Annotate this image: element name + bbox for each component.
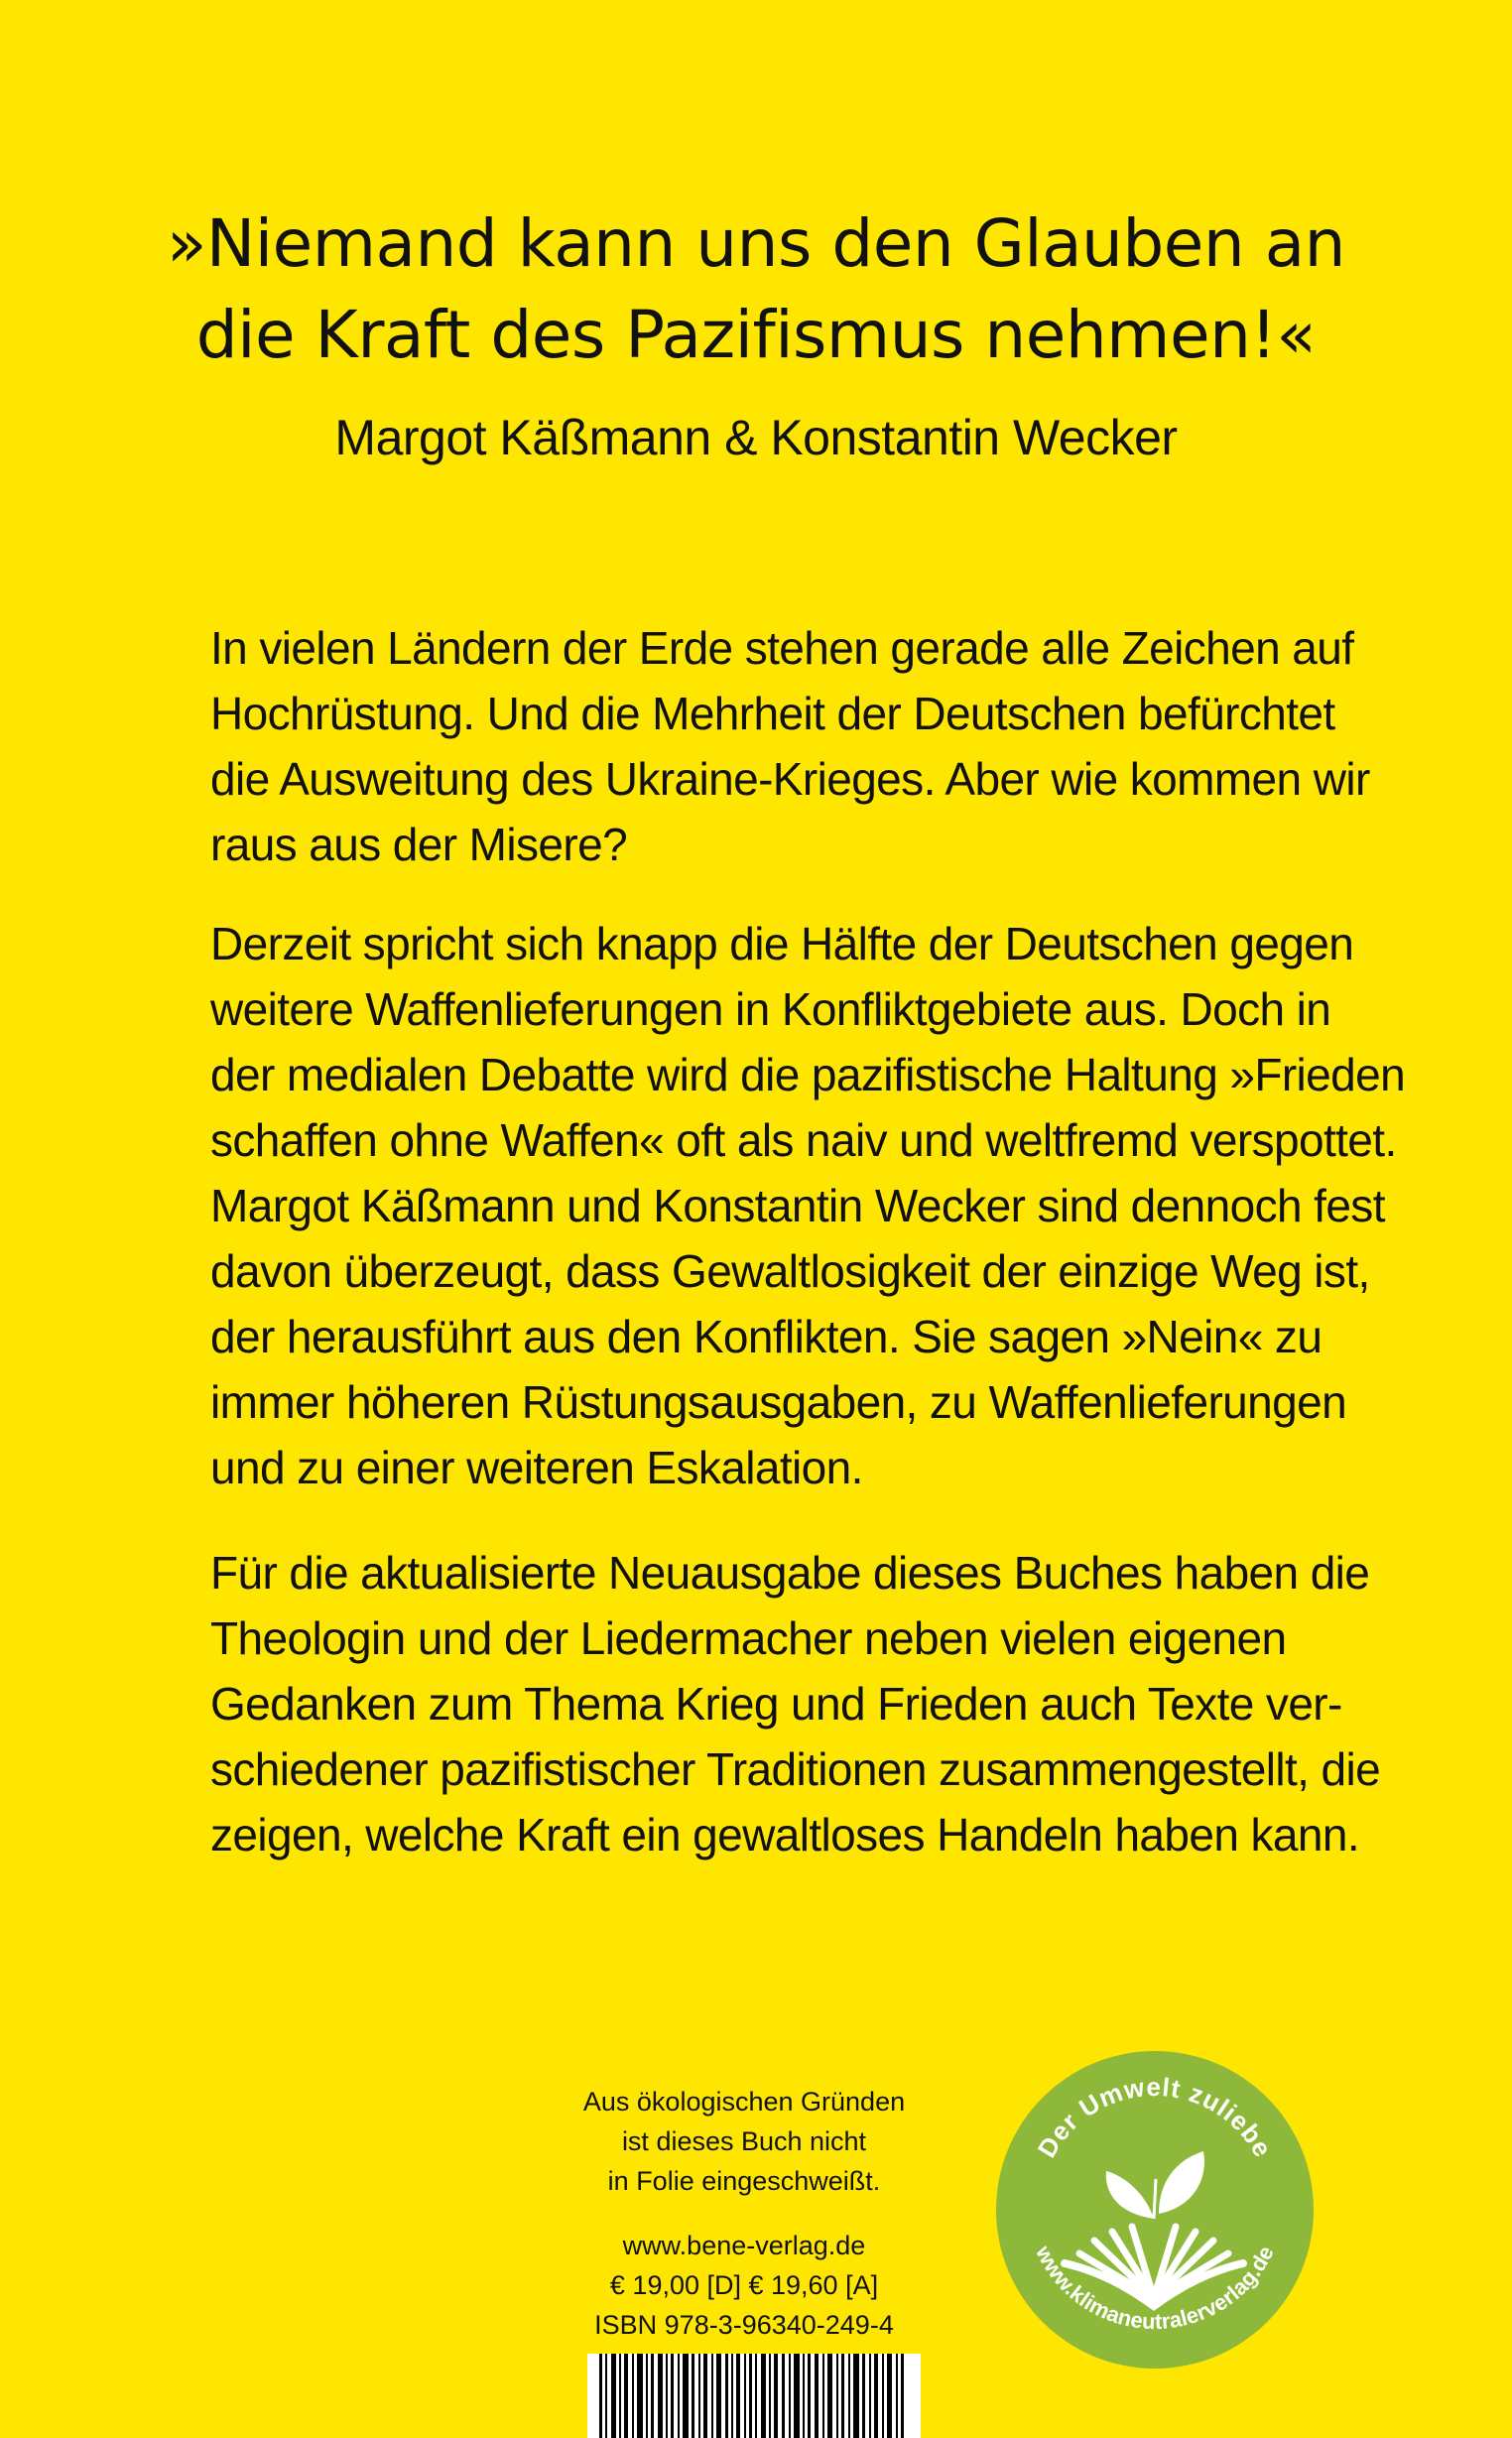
paragraph-line: Für die aktualisierte Neuausgabe dieses Buches haben die <box>210 1547 1370 1599</box>
headline-line-2: die Kraft des Pazifismus nehmen!« <box>195 297 1317 373</box>
paragraph-line: Hochrüstung. Und die Mehrheit der Deutschen befürchtet <box>210 688 1335 739</box>
eco-note-line: in Folie eingeschweißt. <box>607 2166 881 2196</box>
climate-neutral-badge <box>995 2050 1315 2370</box>
badge-top-text: Der Umwelt zuliebe <box>1031 2071 1279 2163</box>
paragraph-line: immer höheren Rüstungsausgaben, zu Waffenlieferungen <box>210 1376 1347 1428</box>
paragraph-line: weitere Waffenlieferungen in Konfliktgebiete aus. Doch in <box>210 983 1331 1035</box>
paragraph-line: die Ausweitung des Ukraine-Krieges. Aber wie kommen wir <box>210 753 1370 805</box>
isbn: ISBN 978-3-96340-249-4 <box>594 2310 894 2340</box>
paragraph-1 <box>210 615 1370 877</box>
paragraph-line: In vielen Ländern der Erde stehen gerade alle Zeichen auf <box>210 622 1354 674</box>
badge-bottom-text: www.klimaneutralerverlag.de <box>1031 2242 1279 2335</box>
paragraph-line: der medialen Debatte wird die pazifistische Haltung »Frieden <box>210 1049 1406 1100</box>
paragraph-line: raus aus der Misere? <box>210 819 628 870</box>
authors-line: Margot Käßmann & Konstantin Wecker <box>334 410 1178 465</box>
headline-line-1: »Niemand kann uns den Glauben an <box>167 205 1345 282</box>
paragraph-2 <box>210 911 1406 1500</box>
publisher-website: www.bene-verlag.de <box>622 2231 866 2260</box>
paragraph-line: und zu einer weiteren Eskalation. <box>210 1442 863 1493</box>
paragraph-line: schaffen ohne Waffen« oft als naiv und weltfremd verspottet. <box>210 1114 1397 1166</box>
paragraph-line: Gedanken zum Thema Krieg und Frieden auch Texte ver- <box>210 1678 1342 1730</box>
paragraph-line: Theologin und der Liedermacher neben vielen eigenen <box>210 1612 1287 1664</box>
paragraph-line: zeigen, welche Kraft ein gewaltloses Handeln haben kann. <box>210 1809 1360 1861</box>
paragraph-line: Derzeit spricht sich knapp die Hälfte der Deutschen gegen <box>210 918 1354 969</box>
eco-note-line: Aus ökologischen Gründen <box>582 2087 906 2117</box>
paragraph-line: davon überzeugt, dass Gewaltlosigkeit der einzige Weg ist, <box>210 1245 1370 1297</box>
publisher-info <box>566 2226 923 2345</box>
barcode-graphic <box>587 2354 921 2438</box>
eco-note <box>566 2082 923 2201</box>
barcode <box>587 2354 921 2438</box>
headline-quote <box>0 198 1512 381</box>
paragraph-3 <box>210 1540 1381 1867</box>
badge-graphic <box>995 2050 1315 2370</box>
paragraph-line: schiedener pazifistischer Traditionen zusammengestellt, die <box>210 1743 1381 1795</box>
price-info: € 19,00 [D] € 19,60 [A] <box>609 2270 879 2300</box>
paragraph-line: Margot Käßmann und Konstantin Wecker sind dennoch fest <box>210 1180 1385 1231</box>
paragraph-line: der herausführt aus den Konflikten. Sie sagen »Nein« zu <box>210 1311 1323 1362</box>
eco-note-line: ist dieses Buch nicht <box>621 2126 867 2156</box>
